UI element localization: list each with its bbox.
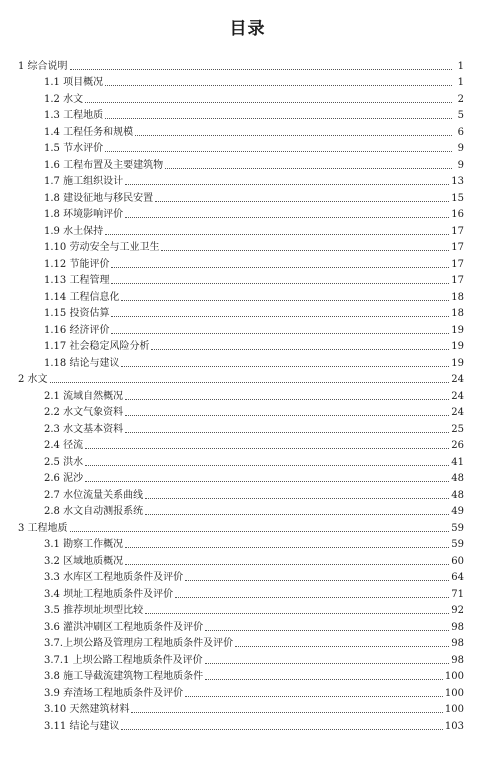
toc-entry-label: 1.6 工程布置及主要建筑物 bbox=[44, 159, 164, 171]
toc-entry-label: 1.8 建设征地与移民安置 bbox=[44, 192, 154, 204]
dot-leader bbox=[105, 118, 452, 119]
toc-entry-page-number: 9 bbox=[457, 143, 464, 154]
toc-entry-page-number: 25 bbox=[451, 423, 464, 435]
toc-entry-page-number: 100 bbox=[444, 687, 464, 699]
toc-section-entry[interactable] bbox=[0, 287, 495, 304]
toc-entry-label: 2.2 水文气象资料 bbox=[44, 407, 124, 418]
dot-leader bbox=[70, 531, 450, 532]
toc-section-entry[interactable] bbox=[0, 221, 495, 238]
toc-entry-page-number: 18 bbox=[451, 308, 464, 319]
dot-leader bbox=[131, 712, 442, 713]
toc-entry-page-number: 60 bbox=[451, 555, 464, 567]
toc-entry-page-number: 18 bbox=[451, 291, 464, 303]
toc-section-entry[interactable] bbox=[0, 551, 495, 568]
toc-section-entry[interactable] bbox=[0, 601, 495, 618]
dot-leader bbox=[125, 432, 449, 433]
toc-entry-page-number: 17 bbox=[451, 258, 464, 270]
toc-entry-page-number: 17 bbox=[451, 275, 464, 286]
toc-entry-label: 1.1 项目概况 bbox=[44, 77, 104, 88]
toc-entry-label: 3 工程地质 bbox=[18, 522, 68, 534]
dot-leader bbox=[85, 102, 452, 103]
toc-entry-label: 3.7.1 上坝公路工程地质条件及评价 bbox=[44, 654, 203, 666]
toc-entry-label: 3.2 区域地质概况 bbox=[44, 555, 124, 567]
toc-entry-label: 3.8 施工导截流建筑物工程地质条件 bbox=[44, 671, 204, 682]
page-title: 目录 bbox=[229, 19, 266, 39]
toc-entry-label: 1 综合说明 bbox=[18, 60, 68, 72]
toc-section-entry[interactable] bbox=[0, 436, 495, 453]
toc-entry-label: 3.9 弃渣场工程地质条件及评价 bbox=[44, 687, 184, 699]
toc-section-entry[interactable] bbox=[0, 683, 495, 700]
dot-leader bbox=[85, 448, 449, 449]
toc-section-entry[interactable] bbox=[0, 452, 495, 469]
toc-section-entry[interactable] bbox=[0, 716, 495, 733]
toc-section-entry[interactable] bbox=[0, 106, 495, 123]
toc-entry-page-number: 17 bbox=[451, 242, 464, 253]
toc-section-entry[interactable] bbox=[0, 502, 495, 519]
toc-entry-label: 1.9 水土保持 bbox=[44, 225, 104, 237]
dot-leader bbox=[111, 283, 449, 284]
toc-chapter-entry[interactable] bbox=[0, 518, 495, 535]
dot-leader bbox=[125, 184, 449, 185]
dot-leader bbox=[205, 679, 443, 680]
dot-leader bbox=[151, 349, 449, 350]
dot-leader bbox=[125, 217, 449, 218]
toc-entry-page-number: 19 bbox=[451, 324, 464, 336]
toc-section-entry[interactable] bbox=[0, 122, 495, 139]
dot-leader bbox=[125, 547, 449, 548]
dot-leader bbox=[165, 168, 452, 169]
dot-leader bbox=[205, 663, 450, 664]
toc-entry-label: 3.1 勘察工作概况 bbox=[44, 539, 124, 550]
toc-entry-label: 1.14 工程信息化 bbox=[44, 291, 120, 303]
toc-entry-page-number: 103 bbox=[444, 720, 464, 732]
dot-leader bbox=[145, 613, 449, 614]
toc-entry-page-number: 100 bbox=[444, 704, 464, 715]
toc-entry-label: 2.4 径流 bbox=[44, 440, 84, 451]
toc-section-entry[interactable] bbox=[0, 419, 495, 436]
toc-section-entry[interactable] bbox=[0, 254, 495, 271]
toc-entry-page-number: 24 bbox=[451, 407, 464, 418]
toc-chapter-entry[interactable] bbox=[0, 370, 495, 387]
toc-entry-label: 1.3 工程地质 bbox=[44, 110, 104, 121]
dot-leader bbox=[125, 564, 449, 565]
toc-section-entry[interactable] bbox=[0, 89, 495, 106]
toc-entry-page-number: 24 bbox=[451, 374, 464, 385]
table-of-contents bbox=[0, 56, 495, 733]
toc-entry-label: 1.12 节能评价 bbox=[44, 258, 110, 270]
dot-leader bbox=[121, 366, 449, 367]
toc-entry-page-number: 24 bbox=[451, 390, 464, 402]
toc-entry-label: 3.4 坝址工程地质条件及评价 bbox=[44, 588, 174, 600]
toc-entry-page-number: 59 bbox=[451, 522, 464, 534]
toc-section-entry[interactable] bbox=[0, 271, 495, 288]
toc-entry-page-number: 6 bbox=[457, 126, 464, 138]
toc-entry-page-number: 48 bbox=[451, 489, 464, 501]
toc-entry-page-number: 16 bbox=[451, 209, 464, 220]
toc-entry-page-number: 98 bbox=[451, 654, 464, 666]
toc-section-entry[interactable] bbox=[0, 485, 495, 502]
toc-entry-page-number: 59 bbox=[451, 539, 464, 550]
toc-entry-page-number: 9 bbox=[457, 159, 464, 171]
toc-entry-label: 1.7 施工组织设计 bbox=[44, 176, 124, 187]
dot-leader bbox=[125, 399, 449, 400]
toc-entry-label: 1.10 劳动安全与工业卫生 bbox=[44, 242, 160, 253]
toc-entry-label: 2.1 流域自然概况 bbox=[44, 390, 124, 402]
toc-entry-page-number: 100 bbox=[444, 671, 464, 682]
dot-leader bbox=[175, 597, 449, 598]
toc-entry-page-number: 49 bbox=[451, 506, 464, 517]
toc-section-entry[interactable] bbox=[0, 568, 495, 585]
toc-section-entry[interactable] bbox=[0, 139, 495, 156]
dot-leader bbox=[205, 630, 449, 631]
dot-leader bbox=[125, 415, 449, 416]
toc-section-entry[interactable] bbox=[0, 205, 495, 222]
toc-entry-page-number: 92 bbox=[451, 605, 464, 616]
dot-leader bbox=[155, 201, 449, 202]
toc-entry-label: 3.5 推荐坝址坝型比较 bbox=[44, 605, 144, 616]
toc-entry-label: 2.6 泥沙 bbox=[44, 473, 84, 484]
dot-leader bbox=[50, 382, 450, 383]
dot-leader bbox=[145, 498, 449, 499]
toc-section-entry[interactable] bbox=[0, 155, 495, 172]
toc-entry-page-number: 19 bbox=[451, 357, 464, 369]
dot-leader bbox=[121, 729, 442, 730]
toc-section-entry[interactable] bbox=[0, 584, 495, 601]
toc-entry-label: 1.8 环境影响评价 bbox=[44, 209, 124, 220]
toc-section-entry[interactable] bbox=[0, 188, 495, 205]
toc-entry-page-number: 13 bbox=[451, 176, 464, 187]
toc-entry-label: 3.7.上坝公路及管理房工程地质条件及评价 bbox=[44, 638, 234, 649]
toc-section-entry[interactable] bbox=[0, 617, 495, 634]
toc-section-entry[interactable] bbox=[0, 386, 495, 403]
dot-leader bbox=[105, 234, 449, 235]
dot-leader bbox=[185, 580, 449, 581]
toc-entry-page-number: 26 bbox=[451, 440, 464, 451]
toc-section-entry[interactable] bbox=[0, 535, 495, 552]
toc-entry-page-number: 98 bbox=[451, 638, 464, 649]
toc-entry-label: 2.3 水文基本资料 bbox=[44, 423, 124, 435]
dot-leader bbox=[121, 300, 449, 301]
toc-section-entry[interactable] bbox=[0, 469, 495, 486]
toc-entry-label: 1.16 经济评价 bbox=[44, 324, 110, 336]
toc-entry-label: 2.7 水位流量关系曲线 bbox=[44, 489, 144, 501]
toc-entry-page-number: 64 bbox=[451, 572, 464, 583]
toc-entry-label: 3.3 水库区工程地质条件及评价 bbox=[44, 572, 184, 583]
dot-leader bbox=[185, 696, 443, 697]
dot-leader bbox=[111, 316, 449, 317]
dot-leader bbox=[105, 151, 452, 152]
toc-entry-page-number: 17 bbox=[451, 225, 464, 237]
toc-section-entry[interactable] bbox=[0, 667, 495, 684]
toc-section-entry[interactable] bbox=[0, 320, 495, 337]
toc-entry-label: 1.2 水文 bbox=[44, 93, 84, 105]
dot-leader bbox=[111, 333, 449, 334]
toc-section-entry[interactable] bbox=[0, 337, 495, 354]
toc-entry-page-number: 98 bbox=[451, 621, 464, 633]
toc-section-entry[interactable] bbox=[0, 73, 495, 90]
toc-section-entry[interactable] bbox=[0, 403, 495, 420]
toc-section-entry[interactable] bbox=[0, 634, 495, 651]
toc-entry-label: 3.10 天然建筑材料 bbox=[44, 704, 130, 715]
toc-entry-page-number: 41 bbox=[451, 456, 464, 468]
toc-entry-label: 1.18 结论与建议 bbox=[44, 357, 120, 369]
toc-section-entry[interactable] bbox=[0, 353, 495, 370]
toc-entry-label: 3.11 结论与建议 bbox=[44, 720, 120, 732]
toc-entry-page-number: 48 bbox=[451, 473, 464, 484]
toc-entry-label: 2 水文 bbox=[18, 374, 48, 385]
dot-leader bbox=[135, 135, 452, 136]
dot-leader bbox=[161, 250, 449, 251]
toc-section-entry[interactable] bbox=[0, 650, 495, 667]
toc-entry-label: 2.5 洪水 bbox=[44, 456, 84, 468]
toc-entry-page-number: 1 bbox=[457, 77, 464, 88]
toc-entry-page-number: 19 bbox=[451, 341, 464, 352]
toc-entry-label: 1.15 投资估算 bbox=[44, 308, 110, 319]
toc-entry-page-number: 15 bbox=[451, 192, 464, 204]
dot-leader bbox=[85, 465, 449, 466]
toc-entry-page-number: 2 bbox=[457, 93, 464, 105]
toc-entry-page-number: 1 bbox=[457, 60, 464, 72]
toc-section-entry[interactable] bbox=[0, 172, 495, 189]
toc-section-entry[interactable] bbox=[0, 700, 495, 717]
toc-entry-label: 1.17 社会稳定风险分析 bbox=[44, 341, 150, 352]
dot-leader bbox=[111, 267, 449, 268]
toc-section-entry[interactable] bbox=[0, 304, 495, 321]
toc-section-entry[interactable] bbox=[0, 238, 495, 255]
toc-entry-label: 1.13 工程管理 bbox=[44, 275, 110, 286]
toc-entry-label: 1.5 节水评价 bbox=[44, 143, 104, 154]
toc-entry-page-number: 5 bbox=[457, 110, 464, 121]
dot-leader bbox=[70, 69, 452, 70]
toc-entry-label: 1.4 工程任务和规模 bbox=[44, 126, 134, 138]
dot-leader bbox=[235, 646, 449, 647]
toc-chapter-entry[interactable] bbox=[0, 56, 495, 73]
dot-leader bbox=[85, 481, 449, 482]
toc-entry-label: 3.6 灌洪冲刷区工程地质条件及评价 bbox=[44, 621, 204, 633]
dot-leader bbox=[145, 514, 449, 515]
dot-leader bbox=[105, 85, 452, 86]
toc-entry-page-number: 71 bbox=[451, 588, 464, 600]
toc-entry-label: 2.8 水文自动测报系统 bbox=[44, 506, 144, 517]
